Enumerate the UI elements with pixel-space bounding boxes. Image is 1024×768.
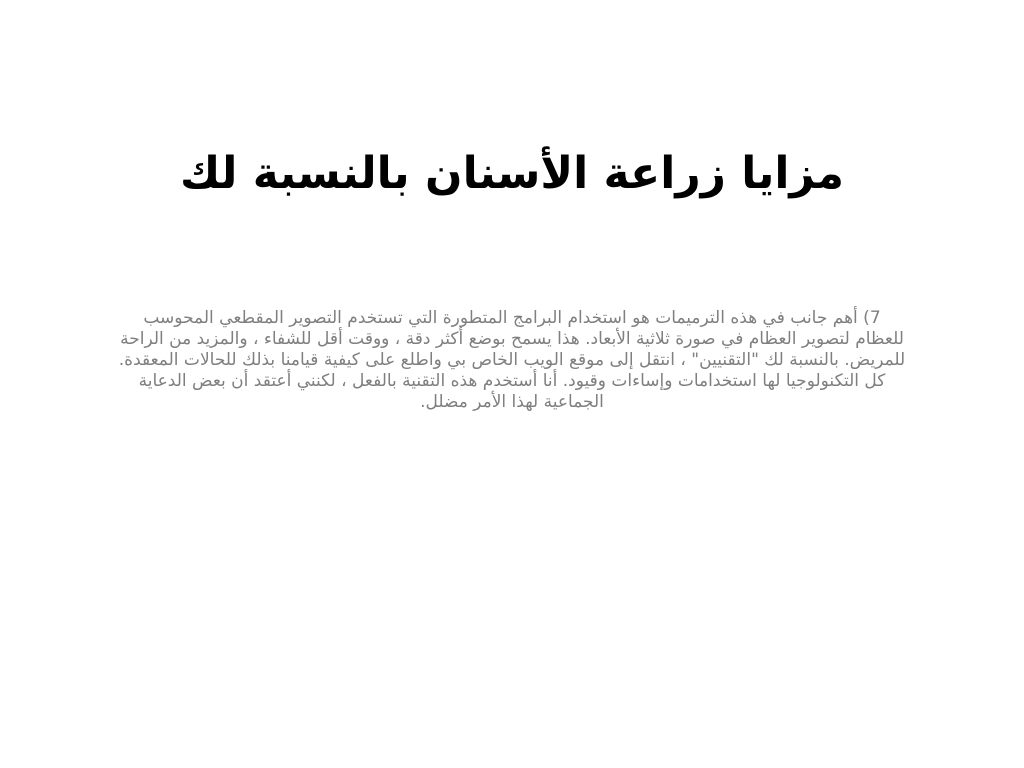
- slide-body-text: 7) أهم جانب في هذه الترميمات هو استخدام البرامج المتطورة التي تستخدم التصوير المقطعي المحوسب للعظام لتصوير العظام في صورة ثلاثية الأبعاد. هذا يسمح بوضع أكثر دقة ، ووقت أقل للشفاء ، والمزيد من الراحة للمريض. بالنسبة لك "التقنيين" ، انتقل إلى موقع الويب الخاص بي واطلع على كيفية قيامنا بذلك للحالات المعقدة. كل التكنولوجيا لها استخدامات وإساءات وقيود. أنا أستخدم هذه التقنية بالفعل ، لكنني أعتقد أن بعض الدعاية الجماعية لهذا الأمر مضلل.: [118, 308, 906, 412]
- slide-title: مزايا زراعة الأسنان بالنسبة لك: [179, 148, 845, 199]
